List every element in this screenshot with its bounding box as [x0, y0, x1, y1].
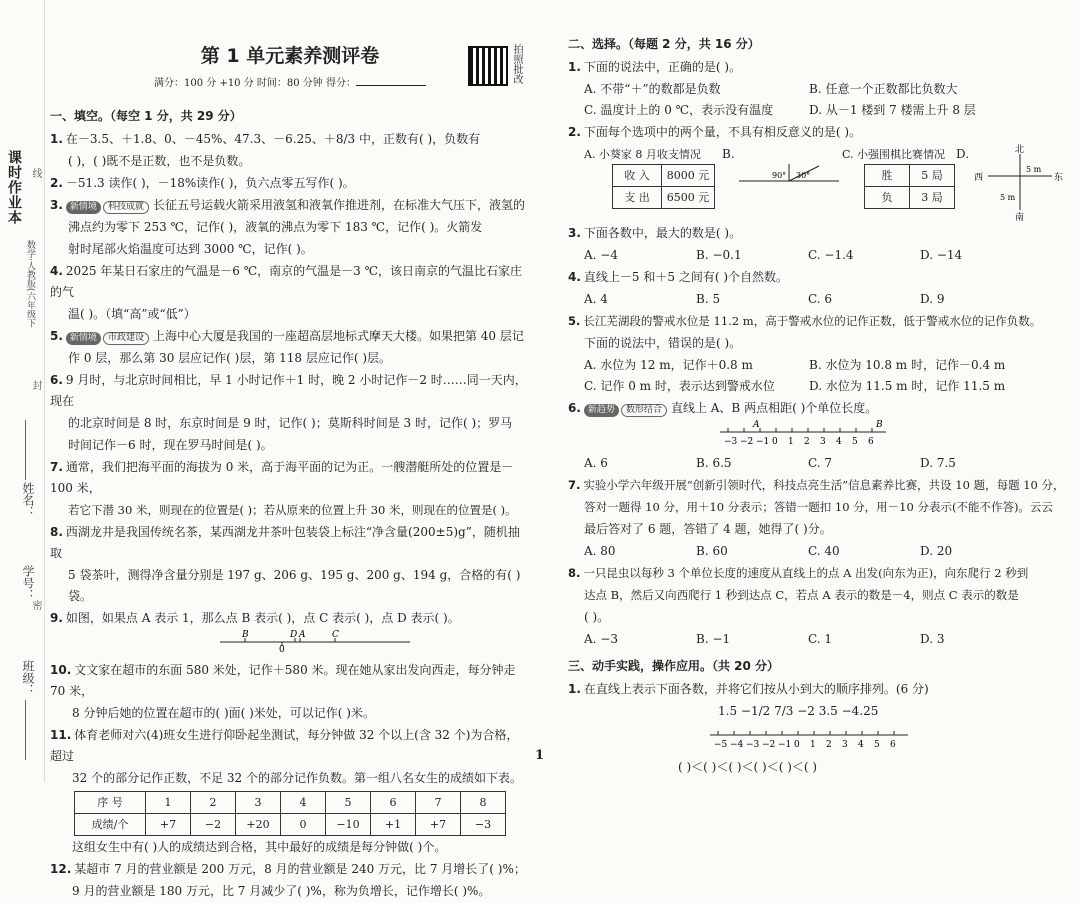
- question-1-4-cont: 温( )。（填“高”或“低”）: [68, 307, 196, 321]
- option-a[interactable]: A. 4: [584, 292, 608, 306]
- option-a[interactable]: A. −3: [584, 632, 618, 646]
- option-c[interactable]: C. 温度计上的 0 ℃，表示没有温度: [584, 103, 774, 117]
- option-b[interactable]: B. 任意一个正数都比负数大: [809, 82, 958, 96]
- class-field-line[interactable]: [25, 700, 27, 760]
- tick-label: −5: [714, 740, 728, 749]
- question-2-3: 3. 下面各数中，最大的数是( )。: [568, 226, 742, 240]
- tick-label: 5: [874, 740, 880, 749]
- question-2-4: 4. 直线上－5 和＋5 之间有( )个自然数。: [568, 270, 788, 284]
- q11-score-table: [74, 791, 506, 836]
- section3-title: 三、动手实践，操作应用。（共 20 分）: [568, 659, 780, 673]
- class-field-label: 班级：: [21, 660, 35, 696]
- question-1-5: 5. 新情境 市政建设 上海中心大厦是我国的一座超高层地标式摩天大楼。如果把第 40 层记: [50, 329, 524, 343]
- q9-point-b: B: [242, 630, 249, 640]
- left-column: [50, 0, 530, 903]
- table-row: 序 号 1 2 3 4 5 6 7 8: [75, 792, 506, 814]
- page-number: 1: [535, 748, 545, 763]
- svg-text:西: 西: [974, 173, 984, 183]
- svg-text:南: 南: [1015, 213, 1025, 222]
- option-d[interactable]: D. 从－1 楼到 7 楼需上升 8 层: [809, 103, 976, 117]
- tick-label: 4: [858, 740, 864, 749]
- question-1-10: 10. 文文家在超市的东面 580 米处，记作＋580 米。现在她从家出发向西走，每分钟走 70 米，: [50, 663, 516, 698]
- chess-table: 胜 5 局 负 3 局: [864, 164, 955, 209]
- option-b[interactable]: B. 6.5: [696, 456, 732, 470]
- series-label: 数学·人教版(六年级下: [25, 240, 35, 328]
- option-c[interactable]: C. 记作 0 m 时，表示达到警戒水位: [584, 379, 775, 393]
- section1-title: 一、填空。（每空 1 分，共 29 分）: [50, 109, 242, 123]
- option-c[interactable]: C. 7: [808, 456, 833, 470]
- option-b[interactable]: B. 5: [696, 292, 721, 306]
- table-head-num: 序 号: [75, 792, 146, 814]
- angle-figure: [734, 156, 844, 196]
- question-1-7: 7. 通常，我们把海平面的海拔为 0 米，高于海平面的记为正。一艘潜艇所处的位置是－100 米，: [50, 460, 514, 495]
- option-a[interactable]: A. 小葵家 8 月收支情况: [584, 148, 701, 161]
- option-d[interactable]: D. 7.5: [920, 456, 956, 470]
- tech-tag: 科技成就: [103, 201, 149, 214]
- q2-1-options: [584, 79, 1073, 121]
- right-column: [568, 0, 1073, 779]
- question-1-6-cont: 的北京时间是 8 时，东京时间是 9 时，记作( )；莫斯科时间是 3 时，记作( )；罗马: [68, 416, 513, 430]
- name-field-line[interactable]: [25, 420, 27, 480]
- tick-label: 2: [804, 437, 810, 446]
- income-table: 收 入 8000 元 支 出 6500 元: [612, 164, 715, 209]
- tick-label: 4: [836, 437, 842, 446]
- option-c[interactable]: C. −1.4: [808, 248, 854, 262]
- tick-label: −2: [762, 740, 776, 749]
- svg-text:30°: 30°: [796, 171, 811, 180]
- svg-text:5 m: 5 m: [1026, 165, 1042, 174]
- bind-mark-secret: 密: [30, 600, 41, 610]
- question-2-5-cont: 下面的说法中，错误的是( )。: [584, 336, 742, 350]
- new-context-tag: 新情境: [66, 201, 101, 214]
- option-b[interactable]: B. 水位为 10.8 m 时，记作－0.4 m: [809, 358, 1006, 372]
- svg-text:北: 北: [1015, 145, 1025, 155]
- svg-text:90°: 90°: [772, 171, 787, 180]
- option-a[interactable]: A. 6: [584, 456, 608, 470]
- q2-8-options: [584, 629, 1073, 650]
- question-1-12-cont: 9 月的营业额是 180 万元，比 7 月减少了( )%，称为负增长，记作增长( )%。: [72, 884, 491, 898]
- q9-number-line: [50, 630, 520, 652]
- question-1-9: 9. 如图，如果点 A 表示 1，那么点 B 表示( )，点 C 表示( )，点 D 表示( )。: [50, 611, 460, 625]
- tick-label: 5: [852, 437, 858, 446]
- q9-point-a: A: [299, 630, 306, 640]
- tick-label: 6: [890, 740, 896, 749]
- question-1-11: 11. 体育老师对六(4)班女生进行仰卧起坐测试，每分钟做 32 个以上(含 32 个)为合格，超过: [50, 728, 519, 763]
- question-2-6: 6. 新趋势 数形结合 直线上 A、B 两点相距( )个单位长度。: [568, 401, 878, 415]
- option-a[interactable]: A. 不带“＋”的数都是负数: [584, 82, 721, 96]
- table-head-score: 成绩/个: [75, 814, 146, 836]
- option-d[interactable]: D. 20: [920, 544, 953, 558]
- option-b[interactable]: B. 60: [696, 544, 728, 558]
- question-1-6-cont2: 时间记作－6 时，现在罗马时间是( )。: [68, 438, 273, 452]
- question-1-3: 3. 新情境 科技成就 长征五号运载火箭采用液氢和液氧作推进剂，在标准大气压下，液氢的: [50, 198, 525, 212]
- tick-label: 3: [842, 740, 848, 749]
- question-1-10-cont: 8 分钟后她的位置在超市的( )面( )米处，可以记作( )米。: [72, 706, 375, 720]
- q6-number-line: [568, 420, 1048, 446]
- q2-6-options: [584, 453, 1073, 474]
- option-d[interactable]: D. 9: [920, 292, 945, 306]
- question-1-8-cont: 5 袋茶叶，测得净含量分别是 197 g、206 g、195 g、200 g、194 g，合格的有( )袋。: [68, 568, 521, 603]
- student-id-label: 学号：: [21, 565, 35, 601]
- question-1-3-cont: 沸点约为零下 253 ℃，记作( )，液氧的沸点为零下 183 ℃，记作( )。火箭发: [68, 220, 483, 234]
- question-1-4: 4. 2025 年某日石家庄的气温是－6 ℃，南京的气温是－3 ℃，该日南京的气温比石家庄的气: [50, 264, 523, 299]
- exam-meta: 满分：100 分 +10 分 时间：80 分钟 得分：: [50, 73, 530, 94]
- question-2-8-cont: 达点 B，然后又向西爬行 1 秒到达点 C，若点 A 表示的数是－4，则点 C 表示的数是: [584, 588, 1019, 602]
- page-title: 第 1 单元素养测评卷: [200, 45, 380, 67]
- question-1-3-cont2: 射时尾部火焰温度可达到 3000 ℃，记作( )。: [68, 242, 313, 256]
- q2-5-options: [584, 355, 1073, 397]
- q2-3-options: [584, 245, 1073, 266]
- question-2-1: 1. 下面的说法中，正确的是( )。: [568, 60, 742, 74]
- qr-label: 拍照批改: [511, 44, 522, 84]
- option-d[interactable]: D.: [956, 147, 970, 161]
- tick-label: −1: [778, 740, 792, 749]
- direction-figure: [970, 144, 1070, 222]
- binding-margin: [0, 0, 45, 782]
- question-1-2: 2. －51.3 读作( )，－18%读作( )，负六点零五写作( )。: [50, 176, 355, 190]
- tick-label: −4: [730, 740, 744, 749]
- brand-name: 课时作业本: [6, 150, 22, 225]
- question-1-1-cont: ( )，( )既不是正数，也不是负数。: [68, 154, 251, 168]
- option-b[interactable]: B. −1: [696, 632, 731, 646]
- tick-label: 0: [794, 740, 800, 749]
- name-field-label: 姓名：: [21, 482, 35, 518]
- question-1-11-cont2: 这组女生中有( )人的成绩达到合格，其中最好的成绩是每分钟做( )个。: [72, 840, 447, 854]
- point-label: A: [753, 420, 760, 430]
- option-c[interactable]: C. 1: [808, 632, 833, 646]
- option-c[interactable]: C. 小强围棋比赛情况: [842, 148, 946, 161]
- tick-label: 6: [868, 437, 874, 446]
- question-2-8-cont2: ( )。: [584, 610, 610, 624]
- option-d[interactable]: D. 水位为 11.5 m 时，记作 11.5 m: [809, 379, 1006, 393]
- option-c[interactable]: C. 40: [808, 544, 840, 558]
- question-2-7: 7. 实验小学六年级开展“创新引领时代，科技点亮生活”信息素养比赛，共设 10 题，每题 10 分，: [568, 478, 1065, 492]
- tick-label: −3: [746, 740, 760, 749]
- numbers-to-place: 1.5 −1/2 7/3 −2 3.5 −4.25: [718, 704, 879, 718]
- svg-text:东: 东: [1054, 173, 1064, 183]
- option-c[interactable]: C. 6: [808, 292, 833, 306]
- option-a[interactable]: A. 80: [584, 544, 616, 558]
- q9-point-c: C: [332, 630, 339, 640]
- ordering-blanks[interactable]: ( )＜( )＜( )＜( )＜( )＜( ): [678, 760, 818, 774]
- option-d[interactable]: D. 3: [920, 632, 945, 646]
- question-1-7-cont: 若它下潜 30 米，则现在的位置是( )；若从原来的位置上升 30 米，则现在的位置是( )。: [68, 503, 517, 517]
- q2-4-options: [584, 289, 1073, 310]
- table-row: 成绩/个 +7 −2 +20 0 −10 +1 +7 −3: [75, 814, 506, 836]
- option-d[interactable]: D. −14: [920, 248, 963, 262]
- question-1-5-cont: 作 0 层，那么第 30 层应记作( )层，第 118 层应记作( )层。: [68, 351, 392, 365]
- question-1-12: 12. 某超市 7 月的营业额是 200 万元，8 月的营业额是 240 万元，比 7 月增长了( )%；: [50, 862, 526, 876]
- question-2-5: 5. 长江芜湖段的警戒水位是 11.2 m，高于警戒水位的记作正数，低于警戒水位的记作负数。: [568, 314, 1042, 328]
- option-b[interactable]: B. −0.1: [696, 248, 742, 262]
- tick-label: 3: [820, 437, 826, 446]
- bind-mark-seal: 封: [30, 380, 41, 390]
- question-1-6: 6. 9 月时，与北京时间相比，早 1 小时记作＋1 时，晚 2 小时记作－2 时……同一天内，现在: [50, 373, 527, 408]
- q2-7-options: [584, 541, 1073, 562]
- question-2-7-cont: 答对一题得 10 分，用＋10 分表示；答错一题扣 10 分，用－10 分表示(不能不作答)。云云: [584, 500, 1053, 514]
- tick-label: −3: [724, 437, 738, 446]
- question-2-2: 2. 下面每个选项中的两个量，不具有相反意义的是( )。: [568, 125, 862, 139]
- score-blank[interactable]: [356, 85, 426, 86]
- bind-mark-line: 线: [30, 168, 41, 178]
- q9-zero: 0: [279, 645, 285, 652]
- svg-text:5 m: 5 m: [1000, 193, 1016, 202]
- question-2-7-cont2: 最后答对了 6 题，答错了 4 题，她得了( )分。: [584, 522, 832, 536]
- option-b[interactable]: B.: [722, 147, 735, 161]
- tick-label: −1: [756, 437, 770, 446]
- option-a[interactable]: A. −4: [584, 248, 618, 262]
- tick-label: 2: [826, 740, 832, 749]
- question-1-1: 1. 在－3.5、＋1.8、0、－45%、47.3、－6.25、＋8/3 中，正数有( )，负数有: [50, 132, 481, 146]
- s3-number-line: [568, 723, 1048, 749]
- question-3-1: 1. 在直线上表示下面各数，并将它们按从小到大的顺序排列。(6 分): [568, 682, 929, 696]
- question-1-11-cont: 32 个的部分记作正数，不足 32 个的部分记作负数。第一组八名女生的成绩如下表。: [72, 771, 522, 785]
- tick-label: 1: [810, 740, 816, 749]
- q9-point-d: D: [290, 630, 298, 640]
- question-2-8: 8. 一只昆虫以每秒 3 个单位长度的速度从直线上的点 A 出发(向东为正)，向东爬行 2 秒到: [568, 566, 1029, 580]
- point-label: B: [876, 420, 883, 430]
- section2-title: 二、选择。（每题 2 分，共 16 分）: [568, 37, 760, 51]
- tick-label: −2: [740, 437, 754, 446]
- question-1-8: 8. 西湖龙井是我国传统名茶，某西湖龙井茶叶包装袋上标注“净含量(200±5)g”，随机抽取: [50, 525, 520, 560]
- q2-2-figures: [584, 144, 1073, 222]
- tick-label: 0: [772, 437, 778, 446]
- qr-code-icon[interactable]: [468, 46, 508, 86]
- option-a[interactable]: A. 水位为 12 m，记作＋0.8 m: [584, 358, 753, 372]
- tick-label: 1: [788, 437, 794, 446]
